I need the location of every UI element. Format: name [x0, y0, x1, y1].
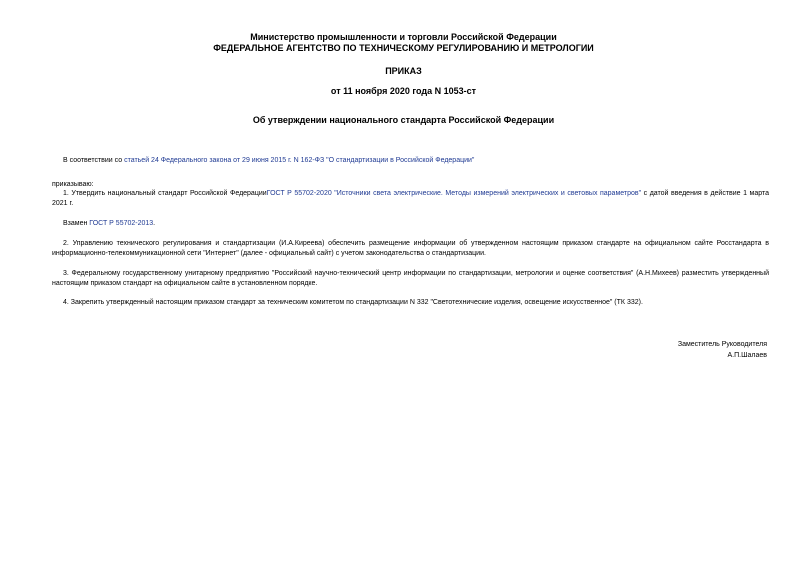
p1-text: 1. Утвердить национальный стандарт Российской Федерации: [63, 190, 267, 197]
paragraph-1: [52, 189, 769, 209]
order-subject: Об утверждении национального стандарта Российской Федерации: [252, 115, 555, 125]
paragraph-3: 3. Федеральному государственному унитарному предприятию "Российский научно-технический центр информации по стандартизации, метрологии и оценке соответствия" (А.Н.Михеев) разместить утвержденный настоящим приказом стандарт на официальном сайте в установленном порядке.: [52, 270, 769, 287]
intro-text: В соответствии со: [63, 157, 125, 164]
agency-title: ФЕДЕРАЛЬНОЕ АГЕНТСТВО ПО ТЕХНИЧЕСКОМУ РЕГУЛИРОВАНИЮ И МЕТРОЛОГИИ: [213, 43, 594, 53]
old-standard-link[interactable]: ГОСТ Р 55702-2013: [89, 220, 154, 227]
order-word: приказываю:: [52, 181, 94, 188]
paragraph-4: 4. Закрепить утвержденный настоящим приказом стандарт за техническим комитетом по стандартизации N 332 "Светотехнические изделия, освещение искусственное" (ТК 332).: [63, 299, 643, 306]
ministry-title: Министерство промышленности и торговли Российской Федерации: [250, 32, 557, 42]
standard-link[interactable]: ГОСТ Р 55702-2020 "Источники света электрические. Методы измерений электрических и световых параметров": [266, 190, 642, 197]
signatory-name: А.П.Шалаев: [727, 352, 767, 359]
replace-suffix: .: [153, 220, 156, 227]
intro-paragraph: [63, 156, 780, 166]
signatory-position: Заместитель Руководителя: [677, 341, 767, 348]
p1-suffix: с датой введения в действие 1 марта 2021 г.: [52, 190, 769, 207]
document-type: ПРИКАЗ: [385, 66, 422, 76]
replace-text: Взамен: [63, 220, 90, 227]
law-link[interactable]: статьей 24 Федерального закона от 29 июня 2015 г. N 162-ФЗ "О стандартизации в Российской Федерации": [124, 157, 475, 164]
paragraph-2: 2. Управлению технического регулирования и стандартизации (И.А.Киреева) обеспечить размещение информации об утвержденном настоящим приказом стандарте на официальном сайте Росстандарта в информационно-телекоммуникационной сети "Интернет" (далее - официальный сайт) с учетом законодательства о стандартизации.: [52, 240, 769, 257]
order-date-number: от 11 ноября 2020 года N 1053-ст: [330, 86, 477, 96]
replacement-paragraph: [63, 219, 780, 229]
